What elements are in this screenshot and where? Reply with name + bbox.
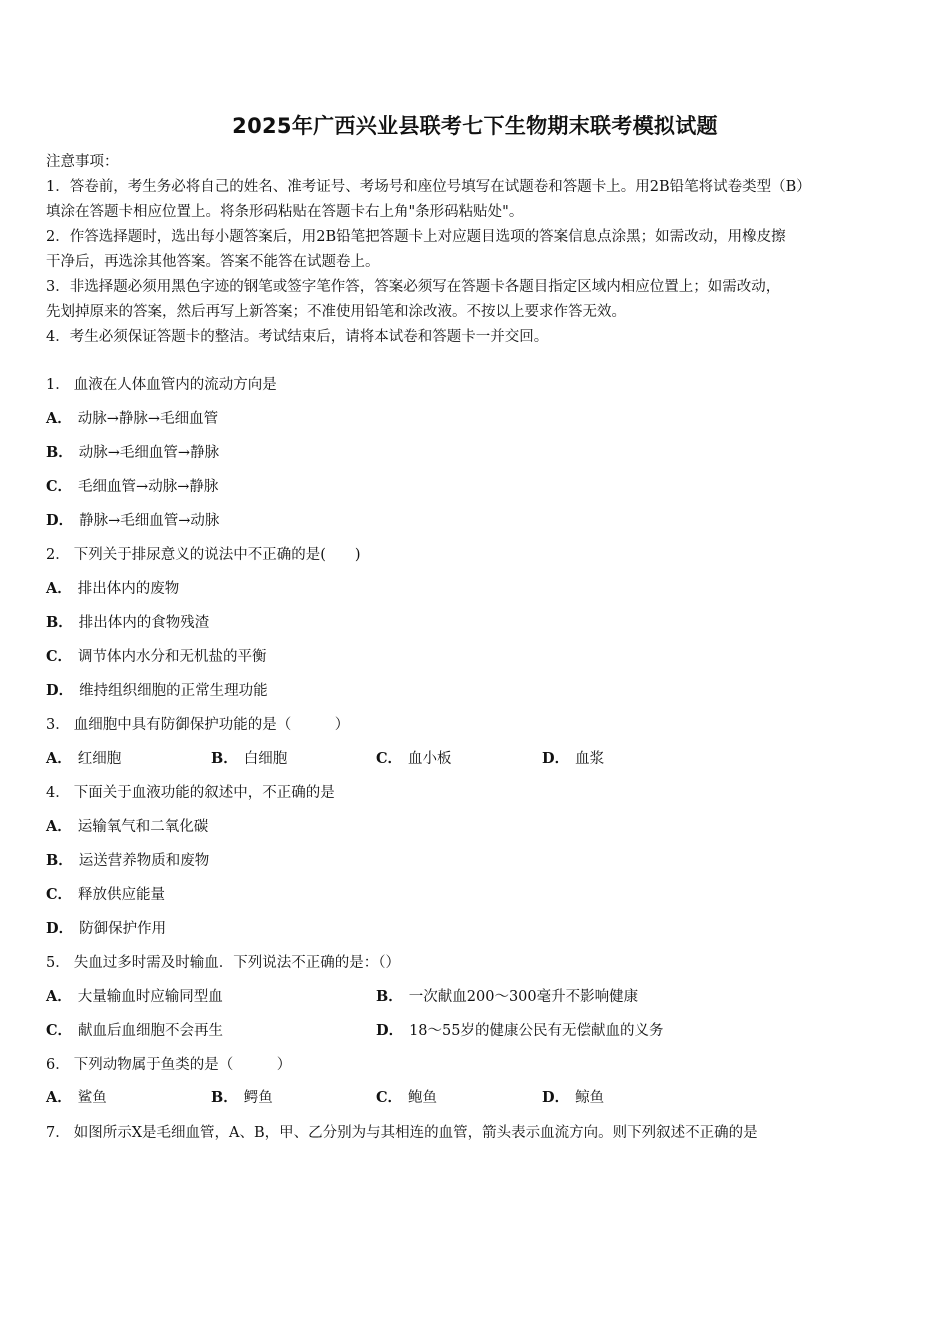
notice-line: 3．非选择题必须用黑色字迹的钢笔或签字笔作答，答案必须写在答题卡各题目指定区域内相应位置上；如需改动， — [46, 279, 781, 295]
question-3 — [46, 715, 906, 735]
options-row-5a — [46, 987, 906, 1007]
option-text: 调节体内水分和无机盐的平衡 — [78, 649, 267, 665]
option-text: 鲍鱼 — [408, 1090, 438, 1106]
question-5 — [46, 953, 906, 973]
option-text: 动脉→毛细血管→静脉 — [78, 445, 220, 461]
option-label: D． — [46, 920, 74, 937]
option-text: 运送营养物质和废物 — [78, 853, 210, 869]
question-text: 下面关于血液功能的叙述中，不正确的是 — [73, 785, 335, 801]
option-label: C． — [376, 1089, 403, 1106]
options-row-5b — [46, 1021, 906, 1041]
option-3c — [376, 749, 452, 769]
option-text: 释放供应能量 — [78, 887, 166, 903]
option-5c — [46, 1021, 223, 1041]
question-6 — [46, 1055, 906, 1075]
option-label: A． — [46, 580, 72, 597]
option-label: A． — [46, 988, 72, 1005]
question-text: 失血过多时需及时输血．下列说法不正确的是：（） — [73, 955, 400, 971]
option-3d — [542, 749, 604, 769]
option-label: C． — [46, 648, 73, 665]
option-text: 白细胞 — [243, 751, 288, 767]
option-label: D． — [542, 750, 570, 767]
question-number: 7． — [46, 1125, 70, 1141]
notice-line: 2．作答选择题时，选出每小题答案后，用2B铅笔把答题卡上对应题目选项的答案信息点涂黑；如需改动，用橡皮擦 — [46, 229, 786, 245]
option-text: 防御保护作用 — [79, 921, 167, 937]
option-text: 血小板 — [408, 751, 452, 767]
notice-line: 填涂在答题卡相应位置上。将条形码粘贴在答题卡右上角"条形码粘贴处"。 — [46, 204, 524, 220]
option-label: D． — [46, 512, 74, 529]
option-4c — [46, 885, 165, 905]
option-label: A． — [46, 410, 72, 427]
options-row-6 — [46, 1088, 906, 1108]
option-text: 运输氧气和二氧化碳 — [77, 819, 209, 835]
option-1a — [46, 409, 218, 429]
question-4 — [46, 783, 906, 803]
notice-heading: 注意事项： — [46, 154, 119, 170]
option-text: 血浆 — [575, 751, 605, 767]
question-number: 6． — [46, 1057, 70, 1073]
option-text: 排出体内的食物残渣 — [78, 615, 210, 631]
question-text: 下列关于排尿意义的说法中不正确的是( ) — [73, 547, 361, 563]
question-number: 3． — [46, 717, 70, 733]
notice-line: 4．考生必须保证答题卡的整洁。考试结束后，请将本试卷和答题卡一并交回。 — [46, 329, 549, 345]
option-text: 排出体内的废物 — [77, 581, 180, 597]
option-label: B． — [211, 1089, 238, 1106]
notice-line: 1．答卷前，考生务必将自己的姓名、准考证号、考场号和座位号填写在试题卷和答题卡上。用2B铅笔将试卷类型（B） — [46, 179, 811, 195]
option-text: 静脉→毛细血管→动脉 — [79, 513, 220, 529]
option-1c — [46, 477, 218, 497]
option-label: C． — [46, 1022, 73, 1039]
option-text: 鲨鱼 — [77, 1090, 107, 1106]
option-label: B． — [376, 988, 403, 1005]
option-label: B． — [211, 750, 238, 767]
option-6a — [46, 1088, 107, 1108]
option-2c — [46, 647, 267, 667]
option-text: 大量输血时应输同型血 — [77, 989, 223, 1005]
question-number: 2． — [46, 547, 70, 563]
question-number: 5． — [46, 955, 70, 971]
option-5d — [376, 1021, 663, 1041]
notice-section — [46, 150, 906, 350]
option-text: 献血后血细胞不会再生 — [78, 1023, 224, 1039]
option-2d — [46, 681, 268, 701]
option-3b — [211, 749, 287, 769]
option-label: B． — [46, 444, 73, 461]
options-row-3 — [46, 749, 906, 769]
option-1d — [46, 511, 219, 531]
option-label: C． — [376, 750, 403, 767]
option-6d — [542, 1088, 604, 1108]
option-text: 鲸鱼 — [575, 1090, 605, 1106]
option-label: A． — [46, 750, 72, 767]
option-label: B． — [46, 614, 73, 631]
option-text: 毛细血管→动脉→静脉 — [78, 479, 219, 495]
option-5a — [46, 987, 223, 1007]
option-1b — [46, 443, 219, 463]
option-label: C． — [46, 886, 73, 903]
option-5b — [376, 987, 638, 1007]
option-4d — [46, 919, 166, 939]
option-label: A． — [46, 1089, 72, 1106]
question-number: 1． — [46, 377, 70, 393]
option-text: 维持组织细胞的正常生理功能 — [79, 683, 268, 699]
option-label: D． — [376, 1022, 404, 1039]
notice-line: 先划掉原来的答案，然后再写上新答案；不准使用铅笔和涂改液。不按以上要求作答无效。 — [46, 304, 626, 320]
option-label: A． — [46, 818, 72, 835]
option-label: B． — [46, 852, 73, 869]
option-4a — [46, 817, 208, 837]
option-text: 一次献血200～300毫升不影响健康 — [408, 989, 639, 1005]
question-7 — [46, 1123, 906, 1143]
option-label: D． — [46, 682, 74, 699]
option-6b — [211, 1088, 273, 1108]
question-text: 血液在人体血管内的流动方向是 — [73, 377, 277, 393]
option-2a — [46, 579, 179, 599]
option-text: 18～55岁的健康公民有无偿献血的义务 — [409, 1023, 664, 1039]
question-1 — [46, 375, 906, 395]
question-2 — [46, 545, 906, 565]
option-2b — [46, 613, 209, 633]
notice-line: 干净后，再选涂其他答案。答案不能答在试题卷上。 — [46, 254, 380, 270]
question-text: 如图所示X是毛细血管，A、B，甲、乙分别为与其相连的血管，箭头表示血流方向。则下列叙述不正确的是 — [73, 1125, 758, 1141]
option-4b — [46, 851, 209, 871]
option-3a — [46, 749, 121, 769]
question-number: 4． — [46, 785, 70, 801]
page-title: 2025年广西兴业县联考七下生物期末联考模拟试题 — [232, 114, 718, 138]
option-text: 鳄鱼 — [243, 1090, 273, 1106]
option-text: 红细胞 — [77, 751, 122, 767]
option-label: D． — [542, 1089, 570, 1106]
option-text: 动脉→静脉→毛细血管 — [77, 411, 219, 427]
option-6c — [376, 1088, 437, 1108]
question-text: 下列动物属于鱼类的是（ ） — [73, 1057, 292, 1073]
question-text: 血细胞中具有防御保护功能的是（ ） — [73, 717, 350, 733]
option-label: C． — [46, 478, 73, 495]
